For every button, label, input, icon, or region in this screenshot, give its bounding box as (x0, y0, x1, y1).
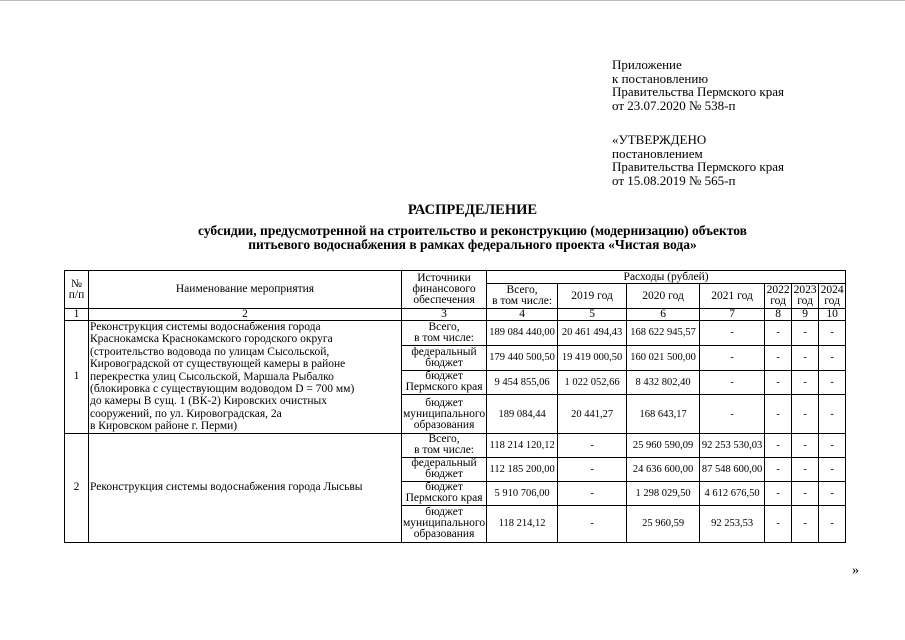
text-line: Всего, (506, 284, 538, 296)
text-line: бюджет (425, 370, 463, 383)
funding-source (402, 433, 487, 457)
amount-cell: - (819, 505, 846, 542)
header-2023 (792, 284, 819, 309)
text-line: федеральный (411, 457, 477, 470)
amount-cell: 4 612 676,50 (700, 481, 765, 505)
text-line: муниципального (403, 407, 486, 420)
text-line: 2023 (793, 284, 817, 296)
amount-cell: - (819, 433, 846, 457)
text-line: Всего, (428, 320, 460, 333)
text-line: сооружений, по ул. Кировоградская, 2а (90, 407, 282, 420)
text-line: 2022 (766, 284, 790, 296)
amount-cell: - (765, 321, 792, 346)
text-line: «УТВЕРЖДЕНО (612, 132, 707, 147)
amount-cell: - (819, 395, 846, 433)
amount-cell: 1 298 029,50 (627, 481, 700, 505)
header-source (402, 271, 487, 309)
text-line: (строительство водовода по улицам Сысольской, (90, 345, 330, 358)
row-number: 1 (65, 321, 89, 434)
column-number: 1 (65, 309, 89, 321)
amount-cell: - (558, 505, 627, 542)
column-number-row (65, 309, 846, 321)
text-line: от 23.07.2020 № 538-п (612, 97, 736, 113)
text-line: Пермского края (405, 381, 483, 394)
amount-cell: 112 185 200,00 (487, 457, 558, 481)
text-line: федеральный (411, 345, 477, 358)
amount-cell: - (700, 370, 765, 395)
amount-cell: - (700, 321, 765, 346)
text-line: Правительства Пермского края (612, 84, 784, 99)
funding-source (402, 370, 487, 395)
text-line: 2024 (820, 284, 844, 296)
column-number: 4 (487, 309, 558, 321)
amount-cell: 19 419 000,50 (558, 345, 627, 370)
text-line: питьевого водоснабжения в рамках федерального проекта «Чистая вода» (248, 236, 697, 252)
header-2019: 2019 год (558, 284, 627, 309)
text-line: Правительства Пермского края (612, 159, 784, 174)
amount-cell: - (765, 345, 792, 370)
amount-cell: - (700, 345, 765, 370)
amount-cell: 8 432 802,40 (627, 370, 700, 395)
amount-cell: 118 214,12 (487, 505, 558, 542)
text-line: год (770, 295, 786, 307)
funding-source (402, 345, 487, 370)
table-row (65, 433, 846, 457)
measure-name (89, 433, 402, 542)
text-line: к постановлению (612, 70, 709, 86)
column-number: 5 (558, 309, 627, 321)
text-line: бюджет (425, 396, 463, 409)
text-line: год (824, 295, 840, 307)
amount-cell: - (558, 433, 627, 457)
text-line: образования (413, 418, 475, 431)
amount-cell: 5 910 706,00 (487, 481, 558, 505)
text-line: в Кировском районе г. Перми) (90, 420, 238, 433)
amount-cell: - (765, 433, 792, 457)
amount-cell: - (792, 395, 819, 433)
amount-cell: - (819, 457, 846, 481)
text-line: постановлением (612, 145, 703, 161)
appendix-block (612, 58, 784, 112)
text-line: бюджет (425, 356, 463, 369)
text-line: Всего, (428, 433, 460, 446)
document-subtitle (0, 224, 905, 251)
amount-cell: - (765, 457, 792, 481)
amount-cell: 179 440 500,50 (487, 345, 558, 370)
header-name: Наименование мероприятия (89, 271, 402, 309)
amount-cell: - (819, 321, 846, 346)
header-expenses: Расходы (рублей) (487, 271, 846, 284)
amount-cell: - (765, 370, 792, 395)
text-line: № (71, 277, 82, 290)
text-line: муниципального (403, 517, 486, 530)
amount-cell: - (765, 395, 792, 433)
amount-cell: - (792, 505, 819, 542)
amount-cell: 24 636 600,00 (627, 457, 700, 481)
text-line: п/п (68, 288, 85, 301)
amount-cell: 20 441,27 (558, 395, 627, 433)
amount-cell: 160 021 500,00 (627, 345, 700, 370)
column-number: 3 (402, 309, 487, 321)
amount-cell: 118 214 120,12 (487, 433, 558, 457)
distribution-table (64, 270, 846, 543)
column-number: 9 (792, 309, 819, 321)
amount-cell: 189 084 440,00 (487, 321, 558, 346)
text-line: (блокировка с существующим водоводом D = 700 мм) (90, 383, 355, 396)
measure-name (89, 321, 402, 434)
amount-cell: 87 548 600,00 (700, 457, 765, 481)
header-total (487, 284, 558, 309)
header-2020: 2020 год (627, 284, 700, 309)
amount-cell: 168 622 945,57 (627, 321, 700, 346)
column-number: 10 (819, 309, 846, 321)
text-line: Реконструкция системы водоснабжения города (90, 321, 321, 333)
text-line: бюджет (425, 506, 463, 519)
amount-cell: - (792, 481, 819, 505)
funding-source (402, 481, 487, 505)
amount-cell: 9 454 855,06 (487, 370, 558, 395)
header-2021: 2021 год (700, 284, 765, 309)
amount-cell: - (792, 345, 819, 370)
text-line: в том числе: (414, 444, 475, 457)
table-row (65, 321, 846, 346)
text-line: обеспечения (413, 294, 475, 306)
amount-cell: - (792, 370, 819, 395)
end-quote: » (852, 563, 859, 578)
text-line: бюджет (425, 468, 463, 481)
amount-cell: - (700, 395, 765, 433)
text-line: бюджет (425, 481, 463, 494)
amount-cell: - (819, 370, 846, 395)
text-line: Краснокамска Краснокамского городского округа (90, 333, 333, 346)
top-scan-line (0, 0, 905, 1)
amount-cell: 92 253 530,03 (700, 433, 765, 457)
text-line: перекрестка улиц Сысольской, Маршала Рыбалко (90, 370, 334, 383)
amount-cell: - (765, 505, 792, 542)
text-line: Реконструкция системы водоснабжения города Лысьвы (90, 481, 363, 494)
amount-cell: - (792, 433, 819, 457)
text-line: образования (413, 528, 475, 541)
text-line: год (797, 295, 813, 307)
document-title: РАСПРЕДЕЛЕНИЕ (407, 202, 538, 218)
header-num (65, 271, 89, 309)
amount-cell: - (819, 481, 846, 505)
header-2022 (765, 284, 792, 309)
text-line: Кировоградской от существующей камеры в районе (90, 358, 346, 371)
text-line: Приложение (612, 57, 682, 72)
column-number: 8 (765, 309, 792, 321)
funding-source (402, 321, 487, 346)
amount-cell: 20 461 494,43 (558, 321, 627, 346)
column-number: 6 (627, 309, 700, 321)
amount-cell: - (819, 345, 846, 370)
text-line: Источники (417, 272, 471, 284)
amount-cell: 92 253,53 (700, 505, 765, 542)
text-line: финансового (412, 283, 476, 295)
text-line: до камеры В сущ. 1 (ВК-2) Кировских очистных (90, 395, 327, 408)
funding-source (402, 395, 487, 433)
text-line: от 15.08.2019 № 565-п (612, 172, 736, 188)
text-line: субсидии, предусмотренной на строительство и реконструкцию (модернизацию) объектов (198, 223, 747, 238)
text-line: Пермского края (405, 492, 483, 505)
approved-block (612, 133, 784, 187)
header-2024 (819, 284, 846, 309)
funding-source (402, 457, 487, 481)
amount-cell: - (792, 457, 819, 481)
amount-cell: 168 643,17 (627, 395, 700, 433)
text-line: в том числе: (492, 295, 553, 307)
text-line: в том числе: (414, 331, 475, 344)
amount-cell: - (558, 457, 627, 481)
funding-source (402, 505, 487, 542)
amount-cell: - (765, 481, 792, 505)
amount-cell: 25 960,59 (627, 505, 700, 542)
column-number: 7 (700, 309, 765, 321)
amount-cell: - (792, 321, 819, 346)
amount-cell: - (558, 481, 627, 505)
amount-cell: 25 960 590,09 (627, 433, 700, 457)
column-number: 2 (89, 309, 402, 321)
row-number: 2 (65, 433, 89, 542)
amount-cell: 189 084,44 (487, 395, 558, 433)
amount-cell: 1 022 052,66 (558, 370, 627, 395)
